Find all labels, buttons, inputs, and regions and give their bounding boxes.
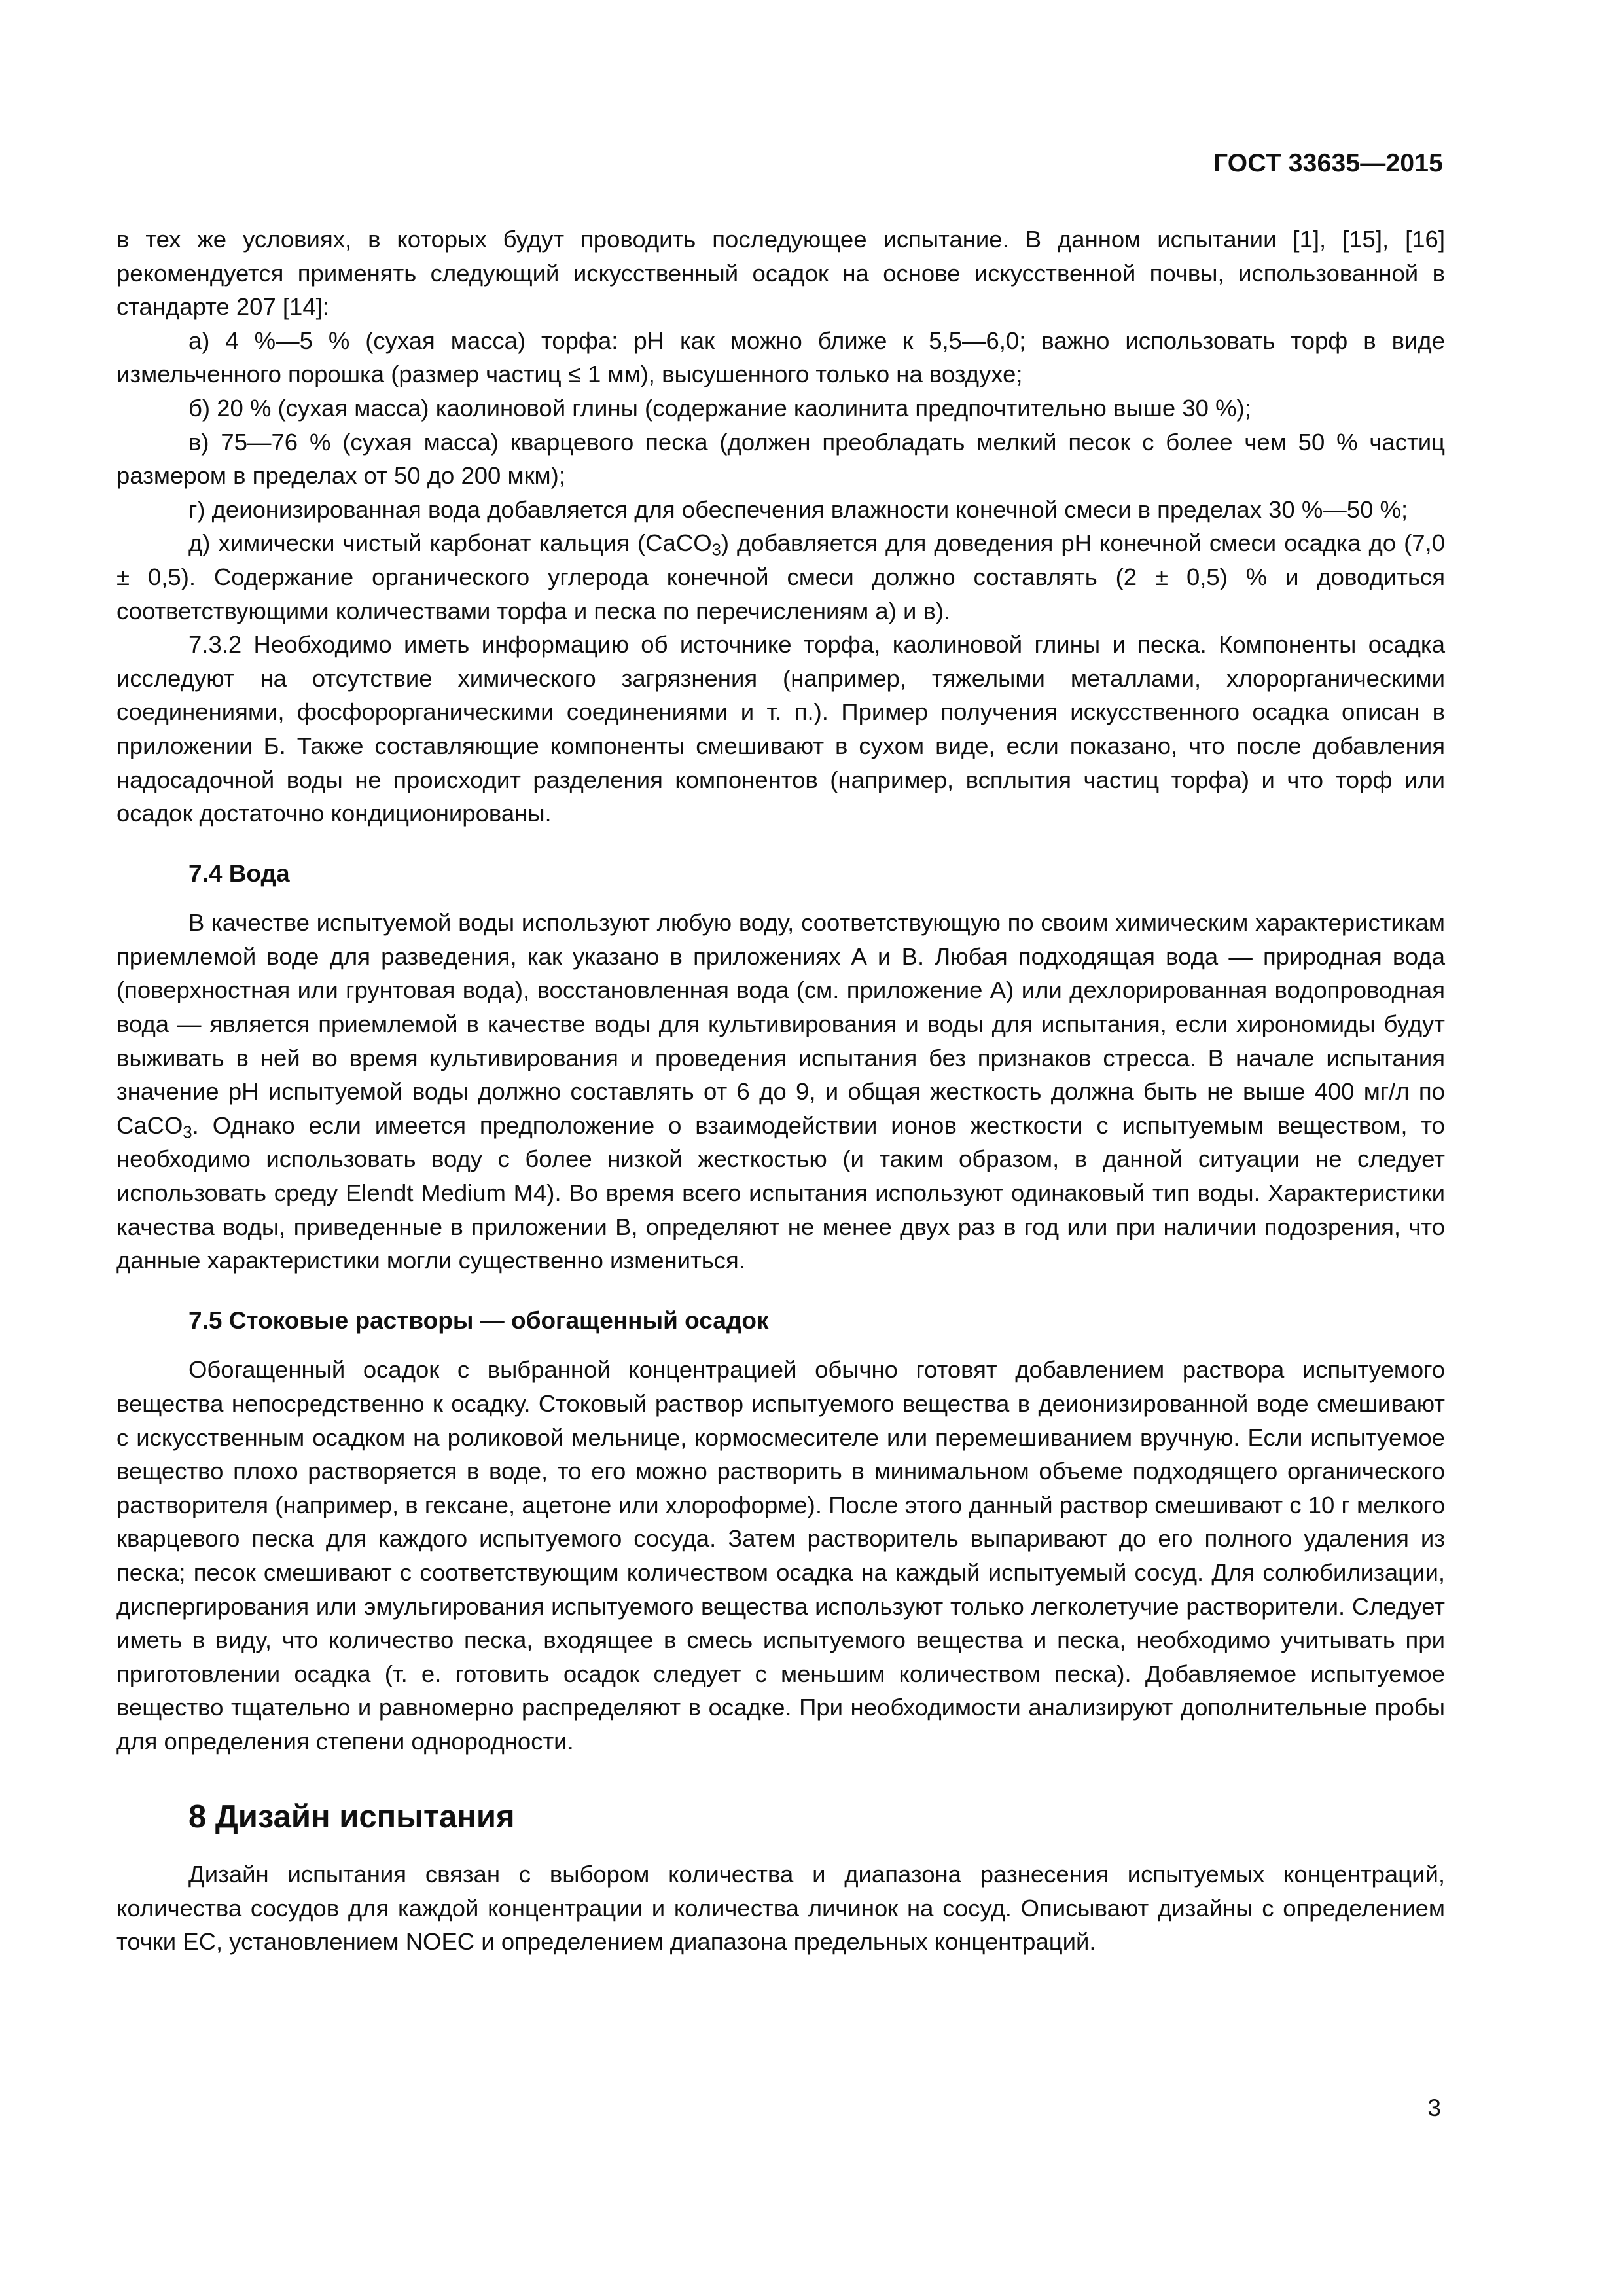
section-heading-7-4: 7.4 Вода [188,859,290,887]
list-item-d-text-1: д) химически чистый карбонат кальция (CaCO [188,529,712,557]
list-item-b: б) 20 % (сухая масса) каолиновой глины (содержание каолинита предпочтительно выше 30 %); [188,394,1251,422]
section-7-4-text-1: В качестве испытуемой воды используют любую воду, соответствующую по своим химическим характеристикам приемлемой воде для разведения, как указано в приложениях А и В. Любая подходящая вода — природная вода (поверхностная или грунтовая вода), восстановленная вода (см. приложение А) или дехлорированная водопроводная вода — является приемлемой в качестве воды для культивирования и воды для испытания, если хирономиды будут выживать в ней во время культивирования и проведения испытания без признаков стресса. В начале испытания значение рН испытуемой воды должно составлять от 6 до 9, и общая жесткость должна быть не выше 400 мг/л по CaCO [116,909,1445,1139]
section-7-5-body: Обогащенный осадок с выбранной концентрацией обычно готовят добавлением раствора испытуемого вещества непосредственно к осадку. Стоковый раствор испытуемого вещества в деионизированной воде смешивают с искусственным осадком на роликовой мельнице, кормосмесителе или перемешиванием вручную. Если испытуемое вещество плохо растворяется в воде, то его можно растворить в минимальном объеме подходящего органического растворителя (например, в гексане, ацетоне или хлороформе). После этого данный раствор смешивают с 10 г мелкого кварцевого песка для каждого испытуемого сосуда. Затем растворитель выпаривают до его полного удаления из песка; песок смешивают с соответствующим количеством осадка на каждый испытуемый сосуд. Для солюбилизации, диспергирования или эмульгирования испытуемого вещества используют только легколетучие растворители. Следует иметь в виду, что количество песка, входящее в смесь испытуемого вещества и песка, необходимо учитывать при приготовлении осадка (т. е. готовить осадок следует с меньшим количеством песка). Добавляемое испытуемое вещество тщательно и равномерно распределяют в осадке. При необходимости анализируют дополнительные пробы для определения степени однородности. [116,1356,1445,1755]
caco3-subscript: 3 [711,541,721,560]
list-item-d-text-2: ) добавляется для доведения рН конечной смеси осадка до (7,0 ± 0,5). Содержание органического углерода конечной смеси должно составлять (2 ± 0,5) % и доводиться соответствующими количествами торфа и песка по перечислениям а) и в). [116,529,1445,624]
section-7-4-text-2: . Однако если имеется предположение о взаимодействии ионов жесткости с испытуемым веществом, то необходимо использовать воду с более низкой жесткостью (и таким образом, в данной ситуации не следует использовать среду Elendt Medium M4). Во время всего испытания используют одинаковый тип воды. Характеристики качества воды, приведенные в приложении В, определяют не менее двух раз в год или при наличии подозрения, что данные характеристики могли существенно измениться. [116,1111,1445,1274]
page-content [116,223,1445,1959]
paragraph-7-3-2: 7.3.2 Необходимо иметь информацию об источнике торфа, каолиновой глины и песка. Компоненты осадка исследуют на отсутствие химического загрязнения (например, тяжелыми металлами, хлорорганическими соединениями, фосфорорганическими соединениями и т. п.). Пример получения искусственного осадка описан в приложении Б. Также составляющие компоненты смешивают в сухом виде, если показано, что после добавления надосадочной воды не происходит разделения компонентов (например, всплытия частиц торфа) и что торф или осадок достаточно кондиционированы. [116,631,1445,827]
paragraph-intro: в тех же условиях, в которых будут проводить последующее испытание. В данном испытании [1], [15], [16] рекомендуется применять следующий искусственный осадок на основе искусственной почвы, использованной в стандарте 207 [14]: [116,226,1445,321]
section-8-body: Дизайн испытания связан с выбором количества и диапазона разнесения испытуемых концентраций, количества сосудов для каждой концентрации и количества личинок на сосуд. Описывают дизайны с определением точки ЕС, установлением NOEC и определением диапазона предельных концентраций. [116,1861,1445,1956]
section-heading-7-5: 7.5 Стоковые растворы — обогащенный осадок [188,1306,769,1334]
list-item-a: а) 4 %—5 % (сухая масса) торфа: рН как можно ближе к 5,5—6,0; важно использовать торф в виде измельченного порошка (размер частиц ≤ 1 мм), высушенного только на воздухе; [116,327,1445,388]
list-item-g: г) деионизированная вода добавляется для обеспечения влажности конечной смеси в пределах 30 %—50 %; [188,495,1408,523]
list-item-d [116,526,1445,628]
section-7-4-body [116,906,1445,1278]
list-item-v: в) 75—76 % (сухая масса) кварцевого песка (должен преобладать мелкий песок с более чем 50 % частиц размером в пределах от 50 до 200 мкм); [116,428,1445,490]
page-number: 3 [1427,2094,1441,2121]
section-heading-8: 8 Дизайн испытания [188,1799,515,1835]
document-code-header: ГОСТ 33635—2015 [1213,149,1443,177]
caco3-subscript: 3 [183,1123,192,1142]
